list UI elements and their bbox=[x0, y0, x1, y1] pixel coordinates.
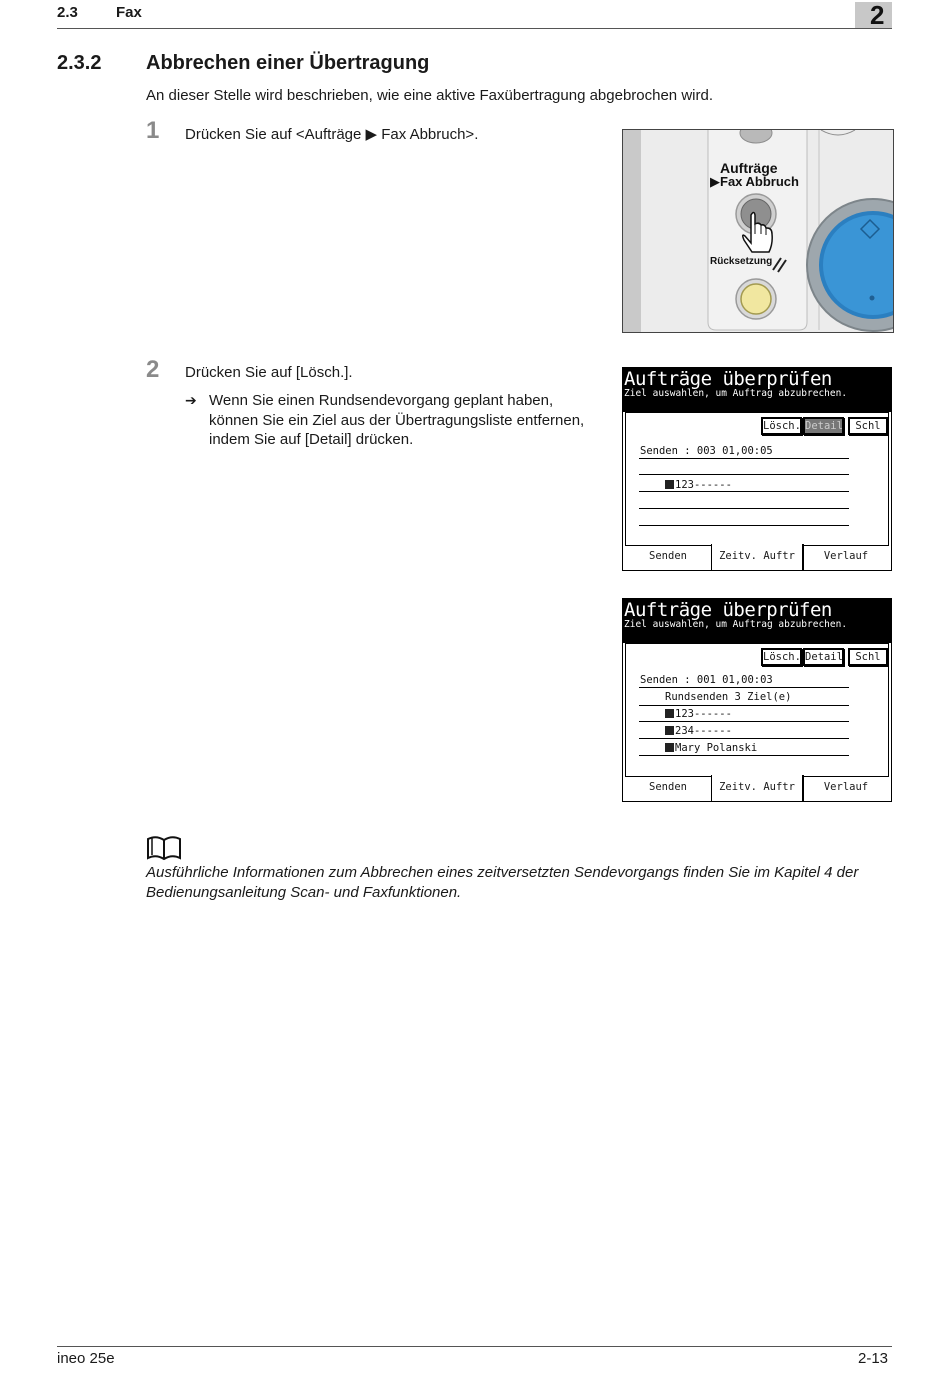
lcd-screen-2 bbox=[622, 598, 892, 802]
fax-icon bbox=[665, 480, 674, 489]
lcd-subtitle: Ziel auswahlen, um Auftrag abzubrechen. bbox=[624, 619, 848, 630]
row-divider bbox=[639, 721, 849, 722]
tab-verlauf[interactable]: Verlauf bbox=[823, 781, 869, 793]
lcd-tab-bar bbox=[623, 775, 891, 801]
lcd-title-bar bbox=[623, 368, 891, 412]
row-divider bbox=[639, 508, 849, 509]
intro-text: An dieser Stelle wird beschrieben, wie eine aktive Faxübertragung abgebrochen wird. bbox=[146, 87, 713, 104]
row-divider bbox=[639, 474, 849, 475]
row-divider bbox=[639, 687, 849, 688]
detail-button[interactable]: Detail bbox=[803, 417, 844, 435]
step-2-note-line: können Sie ein Ziel aus der Übertragungsliste entfernen, bbox=[209, 411, 585, 429]
footer-divider bbox=[57, 1346, 892, 1347]
step-1-text: Drücken Sie auf <Aufträge ▶ Fax Abbruch>. bbox=[185, 126, 479, 143]
broadcast-row[interactable]: Rundsenden 3 Ziel(e) bbox=[665, 691, 792, 703]
destination-row[interactable] bbox=[665, 708, 732, 720]
fax-icon bbox=[665, 709, 674, 718]
footer-product: ineo 25e bbox=[57, 1350, 115, 1367]
row-divider bbox=[639, 525, 849, 526]
header-divider bbox=[57, 28, 892, 29]
step-2-text: Drücken Sie auf [Lösch.]. bbox=[185, 364, 353, 381]
delete-button[interactable]: Lösch. bbox=[761, 417, 802, 435]
step-2-note-line: Wenn Sie einen Rundsendevorgang geplant haben, bbox=[209, 392, 554, 409]
destination-row[interactable] bbox=[665, 479, 732, 491]
lcd-title: Aufträge überprüfen bbox=[624, 368, 832, 390]
tab-verlauf[interactable]: Verlauf bbox=[823, 550, 869, 562]
panel-label-fax-abbruch: ▶Fax Abbruch bbox=[710, 174, 799, 189]
row-divider bbox=[639, 491, 849, 492]
step-2-note-line: indem Sie auf [Detail] drücken. bbox=[209, 431, 414, 448]
row-divider bbox=[639, 458, 849, 459]
close-button[interactable]: Schl bbox=[848, 648, 888, 666]
row-divider bbox=[639, 755, 849, 756]
detail-button[interactable]: Detail bbox=[803, 648, 844, 666]
job-row[interactable]: Senden : 003 01,00:05 bbox=[640, 445, 773, 457]
book-icon bbox=[146, 835, 182, 866]
header-section-number: 2.3 bbox=[57, 4, 78, 21]
tab-senden[interactable]: Senden bbox=[649, 550, 687, 562]
tab-zeitv-auftr[interactable]: Zeitv. Auftr bbox=[711, 775, 804, 802]
delete-button[interactable]: Lösch. bbox=[761, 648, 802, 666]
destination-name: Mary Polanski bbox=[675, 742, 758, 754]
destination-number: 123------ bbox=[675, 479, 732, 491]
destination-number: 234------ bbox=[675, 725, 732, 737]
lcd-screen-1 bbox=[622, 367, 892, 571]
step-1-number: 1 bbox=[146, 117, 160, 144]
arrow-bullet: ➔ bbox=[185, 392, 197, 408]
lcd-tab-bar bbox=[623, 544, 891, 570]
lcd-subtitle: Ziel auswahlen, um Auftrag abzubrechen. bbox=[624, 388, 848, 399]
lcd-title: Aufträge überprüfen bbox=[624, 599, 832, 621]
tab-zeitv-auftr[interactable]: Zeitv. Auftr bbox=[711, 544, 804, 571]
destination-row[interactable] bbox=[665, 725, 732, 737]
fax-icon bbox=[665, 743, 674, 752]
job-row[interactable]: Senden : 001 01,00:03 bbox=[640, 674, 773, 686]
step-2-note bbox=[209, 391, 609, 450]
step-2-number: 2 bbox=[146, 356, 160, 383]
destination-row[interactable] bbox=[665, 742, 757, 754]
destination-number: 123------ bbox=[675, 708, 732, 720]
note-text: Ausführliche Informationen zum Abbrechen eines zeitversetzten Sendevorgangs finden Sie im Kapitel 4 der Bedienungsanleitung Scan- und Faxfunktionen. bbox=[146, 864, 859, 901]
control-panel-illustration bbox=[622, 129, 894, 333]
row-divider bbox=[639, 705, 849, 706]
close-button[interactable]: Schl bbox=[848, 417, 888, 435]
tab-senden[interactable]: Senden bbox=[649, 781, 687, 793]
row-divider bbox=[639, 738, 849, 739]
lcd-title-bar bbox=[623, 599, 891, 643]
fax-icon bbox=[665, 726, 674, 735]
chapter-number: 2 bbox=[870, 0, 885, 30]
panel-label-auftraege: Aufträge bbox=[720, 160, 778, 176]
panel-label-ruecksetzung: Rücksetzung bbox=[710, 256, 773, 267]
header-section-title: Fax bbox=[116, 4, 142, 21]
heading-title: Abbrechen einer Übertragung bbox=[146, 52, 430, 74]
footer-page-number: 2-13 bbox=[858, 1350, 889, 1367]
heading-number: 2.3.2 bbox=[57, 52, 102, 74]
